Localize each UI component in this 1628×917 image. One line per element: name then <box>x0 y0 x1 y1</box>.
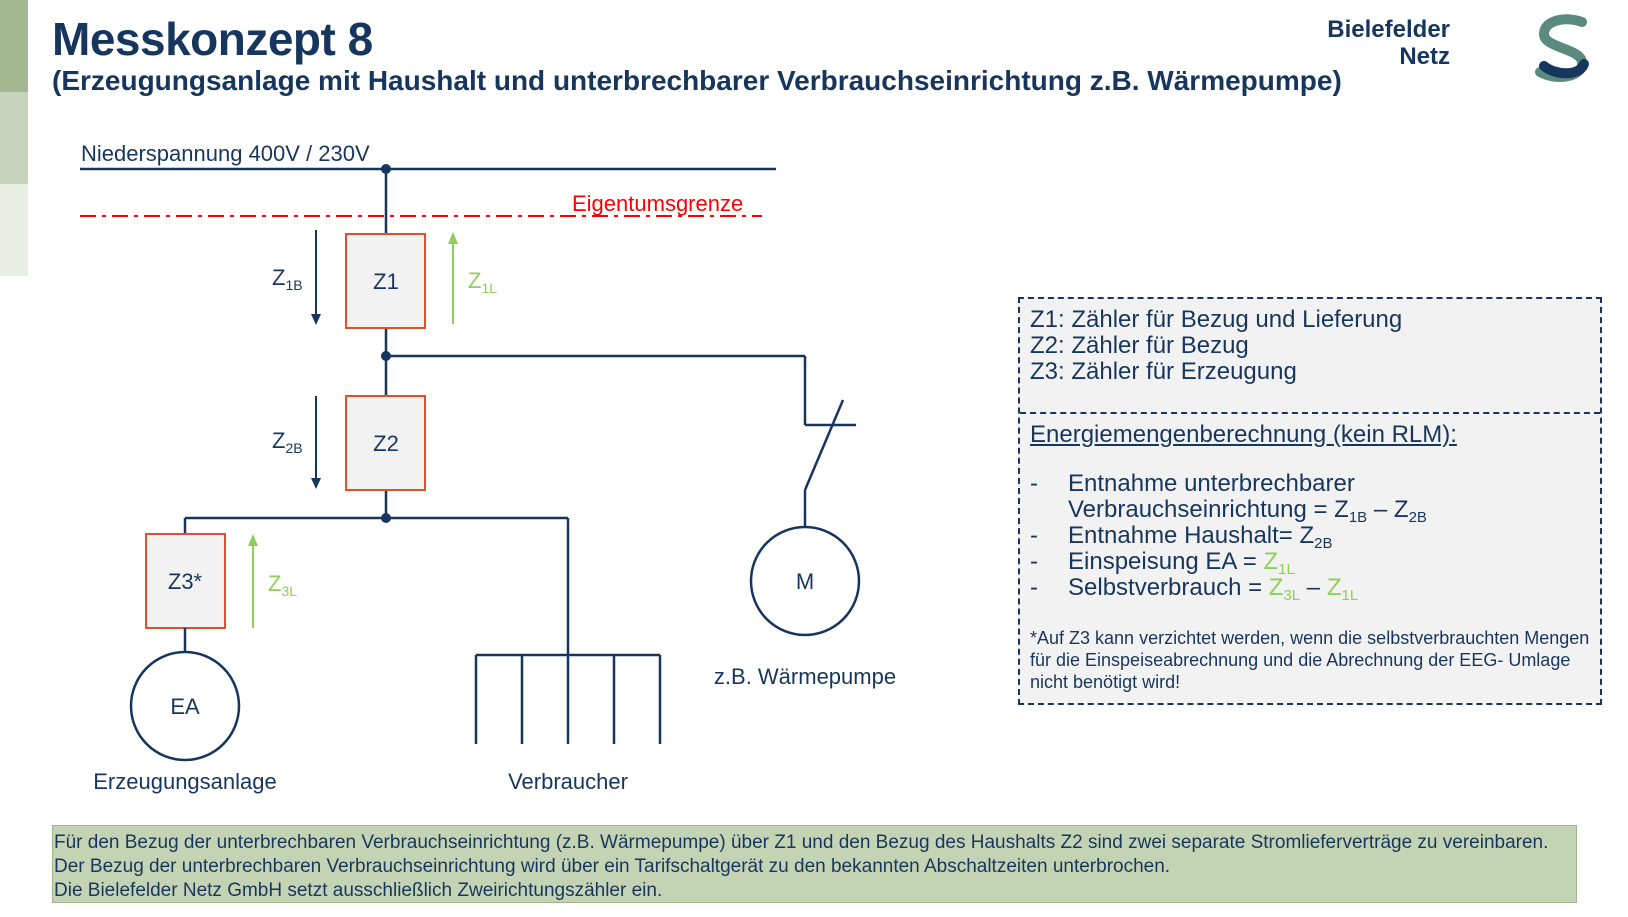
arrow-z1l-head <box>448 232 458 244</box>
legend-meter-z2: Z2: Zähler für Bezug <box>1030 332 1249 359</box>
ownership-label: Eigentumsgrenze <box>572 191 744 216</box>
logo-line-2: Netz <box>1399 43 1450 70</box>
meter-z3-label: Z3* <box>167 569 203 594</box>
meter-legend <box>1030 307 1402 385</box>
calc-item-feed-in: - Einspeisung EA = $Z_{1L}$ <box>1030 548 1295 578</box>
arrow-z3l-head <box>248 534 258 546</box>
switch-blade <box>805 400 843 490</box>
motor-label: M <box>795 569 815 594</box>
arrow-z1b-label: $Z_{1B}$ <box>272 265 303 293</box>
calc-heading: Energiemengenberechnung (kein RLM): <box>1030 421 1457 448</box>
arrow-z1l-label: $Z_{1L}$ <box>468 268 498 296</box>
legend-divider <box>1020 412 1600 414</box>
consumer-caption: Verbraucher <box>508 769 628 794</box>
page-title: Messkonzept 8 <box>52 13 373 65</box>
arrow-z3l-label: $Z_{3L}$ <box>268 571 298 599</box>
logo-line-1: Bielefelder <box>1327 16 1450 43</box>
legend-footnote: *Auf Z3 kann verzichtet werden, wenn die selbstverbrauchten Mengen für die Einspeiseabrechnung und die Abrechnung der EEG- Umlage nicht benötigt wird! <box>1030 628 1590 692</box>
calc-item-interruptible: - Entnahme unterbrechbarer Verbrauchseinrichtung = $Z_{1B} - Z_{2B}$ <box>1030 470 1427 526</box>
voltage-label: Niederspannung 400V / 230V <box>81 141 370 166</box>
legend-meter-z3: Z3: Zähler für Erzeugung <box>1030 358 1297 385</box>
motor-caption: z.B. Wärmepumpe <box>713 664 897 689</box>
info-text-2: Die Bielefelder Netz GmbH setzt ausschließlich Zweirichtungszähler ein. <box>54 880 663 901</box>
info-box <box>52 825 1577 903</box>
energy-calculation <box>1030 421 1592 693</box>
arrow-z2b-label: $Z_{2B}$ <box>272 428 303 456</box>
meter-z1-label: Z1 <box>373 269 399 294</box>
generator-caption: Erzeugungsanlage <box>93 769 277 794</box>
calc-item-self-consumption: - Selbstverbrauch = $Z_{3L} - Z_{1L}$ <box>1030 574 1359 604</box>
arrow-z2b-head <box>311 478 321 489</box>
legend-meter-z1: Z1: Zähler für Bezug und Lieferung <box>1030 306 1403 333</box>
calc-item-household: - Entnahme Haushalt= $Z_{2B}$ <box>1030 522 1333 552</box>
meter-z2-label: Z2 <box>373 431 399 456</box>
arrow-z1b-head <box>311 314 321 325</box>
info-text-1: Für den Bezug der unterbrechbaren Verbrauchseinrichtung (z.B. Wärmepumpe) über Z1 und den Bezug des Haushalts Z2 sind zwei separate Stromlieferverträge zu vereinbaren. Der Bezug der unterbrechbaren Verbrauchseinrichtung wird über ein Tarifschaltgerät zu den bekannten Abschaltzeiten unterbrochen. <box>54 832 1549 877</box>
generator-label: EA <box>170 694 200 719</box>
legend-box <box>1018 297 1602 705</box>
page-subtitle: (Erzeugungsanlage mit Haushalt und unterbrechbarer Verbrauchseinrichtung z.B. Wärmepumpe) <box>52 65 1342 96</box>
